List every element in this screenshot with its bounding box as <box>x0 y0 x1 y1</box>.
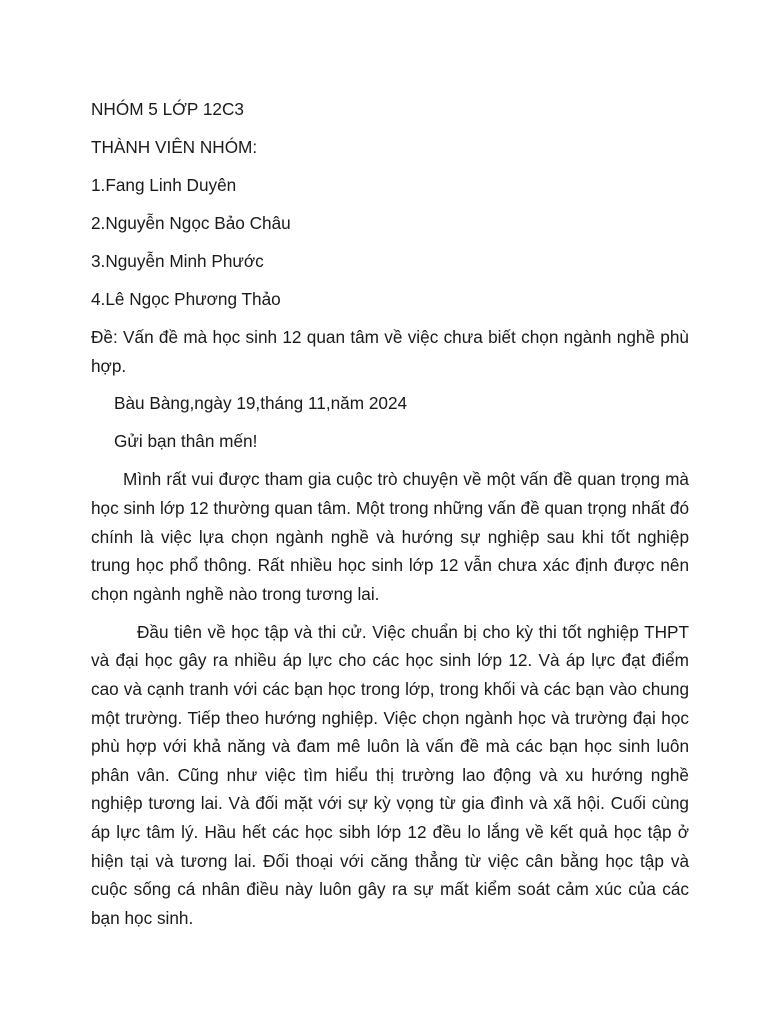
body-paragraph-1: Mình rất vui được tham gia cuộc trò chuyện về một vấn đề quan trọng mà học sinh lớp 12 thường quan tâm. Một trong những vấn đề quan trọng nhất đó chính là việc lựa chọn ngành nghề và hướng sự nghiệp sau khi tốt nghiệp trung học phổ thông. Rất nhiều học sinh lớp 12 vẫn chưa xác định được nên chọn ngành nghề nào trong tương lai. <box>91 469 689 604</box>
topic-statement: Đề: Vấn đề mà học sinh 12 quan tâm về việc chưa biết chọn ngành nghề phù hợp. <box>91 326 689 376</box>
member-item: 4.Lê Ngọc Phương Thảo <box>91 288 281 309</box>
group-heading: NHÓM 5 LỚP 12C3 <box>91 99 244 119</box>
body-paragraph-2: Đầu tiên về học tập và thi cử. Việc chuẩn bị cho kỳ thi tốt nghiệp THPT và đại học gây ra nhiều áp lực cho các học sinh lớp 12. Và áp lực đạt điểm cao và cạnh tranh với các bạn học trong lớp, trong khối và các bạn vào chung một trường. Tiếp theo hướng nghiệp. Việc chọn ngành học và trường đại học phù hợp với khả năng và đam mê luôn là vấn đề mà các bạn học sinh luôn phân vân. Cũng như việc tìm hiểu thị trường lao động và xu hướng nghề nghiệp tương lai. Và đối mặt với sự kỳ vọng từ gia đình và xã hội. Cuối cùng áp lực tâm lý. Hầu hết các học sibh lớp 12 đều lo lắng về kết quả học tập ở hiện tại và tương lai. Đối thoại với căng thẳng từ việc cân bằng học tập và cuộc sống cá nhân điều này luôn gây ra sự mất kiểm soát cảm xúc của các bạn học sinh. <box>91 621 689 928</box>
member-item: 1.Fang Linh Duyên <box>91 174 237 195</box>
members-heading: THÀNH VIÊN NHÓM: <box>91 136 258 157</box>
letter-greeting: Gửi bạn thân mến! <box>114 431 258 452</box>
member-item: 2.Nguyễn Ngọc Bảo Châu <box>91 212 291 233</box>
document-body <box>91 95 689 942</box>
place-date: Bàu Bàng,ngày 19,tháng 11,năm 2024 <box>114 393 408 414</box>
member-item: 3.Nguyễn Minh Phước <box>91 250 264 271</box>
